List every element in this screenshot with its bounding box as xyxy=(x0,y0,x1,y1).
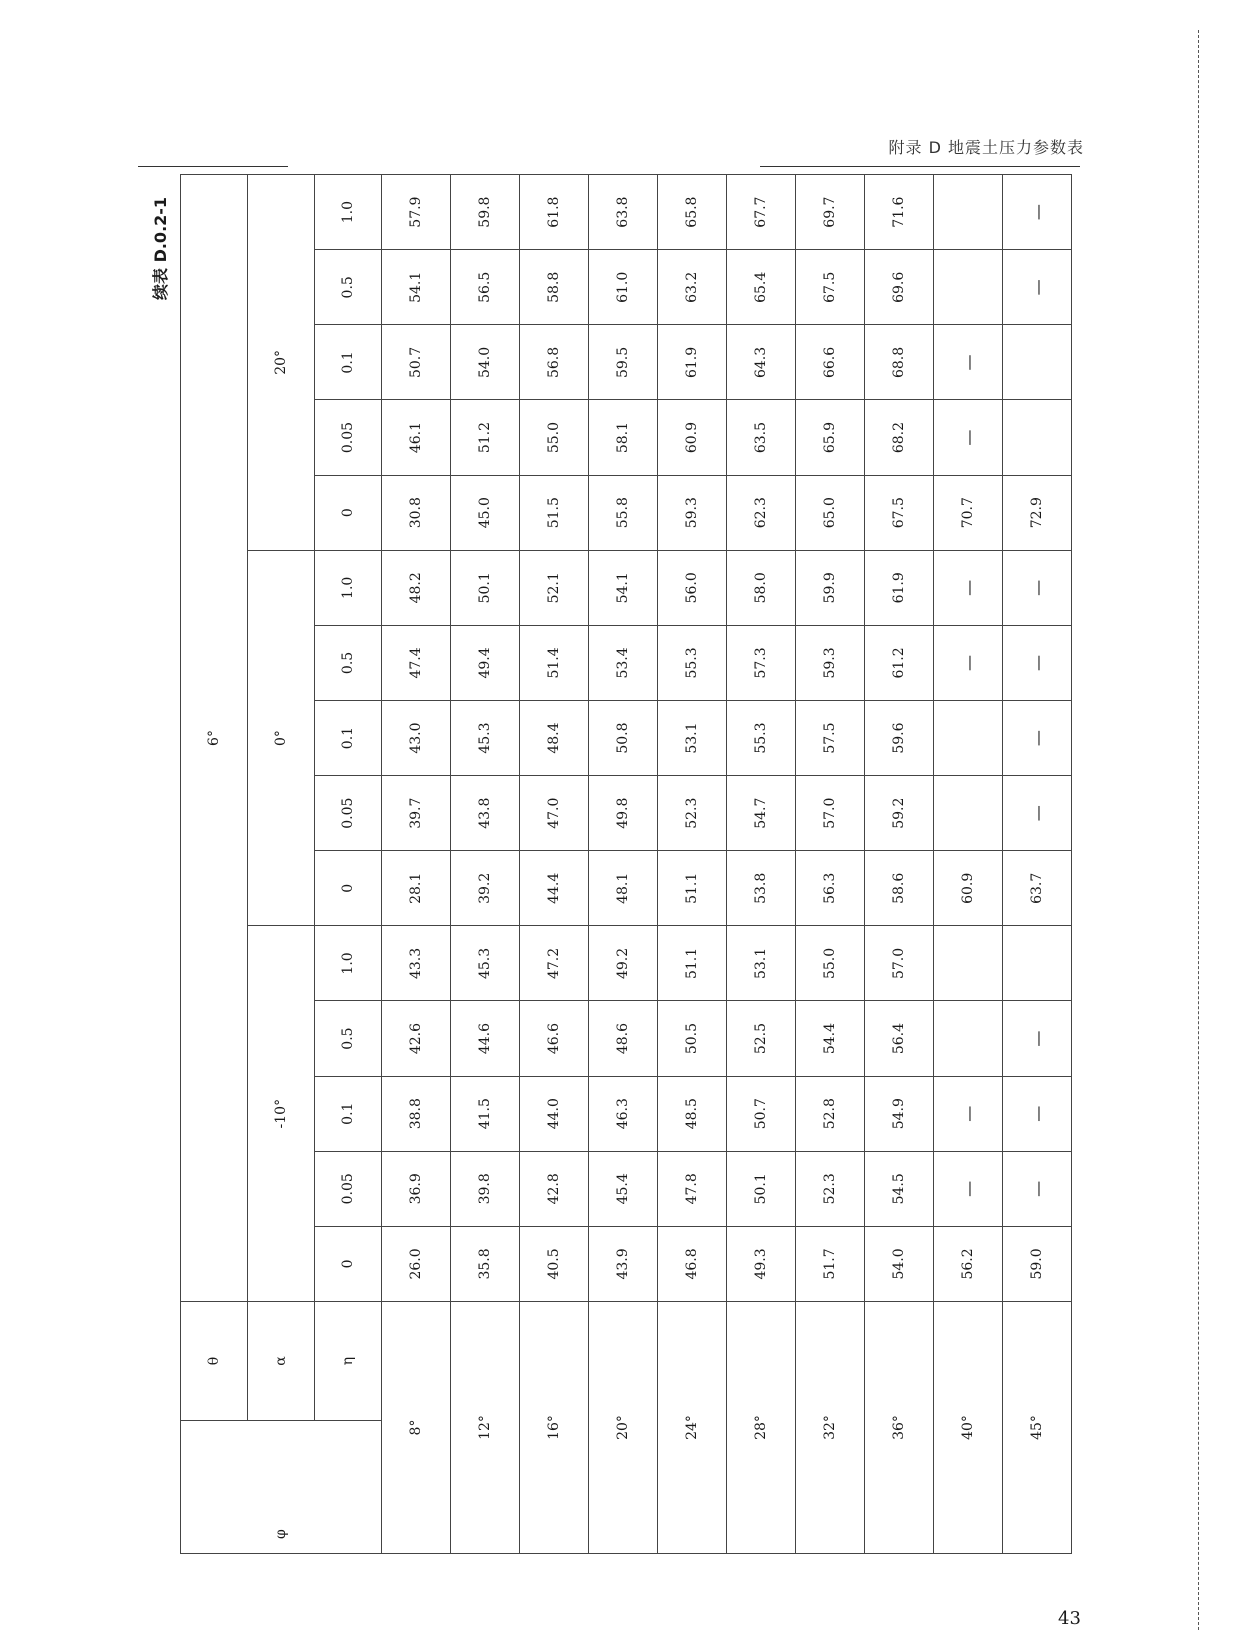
value-cell: 60.9 xyxy=(658,400,727,475)
value-cell: — xyxy=(1003,1076,1072,1151)
value-cell: 50.1 xyxy=(727,1151,796,1226)
value-cell: 55.8 xyxy=(589,475,658,550)
value-cell: 64.3 xyxy=(727,325,796,400)
value-cell: 49.2 xyxy=(589,926,658,1001)
eta-header-cell: 0.05 xyxy=(315,776,382,851)
value-cell: 59.9 xyxy=(796,550,865,625)
value-cell: 59.3 xyxy=(796,625,865,700)
value-cell: 69.6 xyxy=(865,250,934,325)
value-cell: 59.6 xyxy=(865,701,934,776)
value-cell: 53.4 xyxy=(589,625,658,700)
value-cell: 51.1 xyxy=(658,851,727,926)
value-cell: 50.8 xyxy=(589,701,658,776)
value-cell: 63.2 xyxy=(658,250,727,325)
top-rule-left xyxy=(138,166,288,167)
value-cell: 51.5 xyxy=(520,475,589,550)
value-cell: 63.8 xyxy=(589,175,658,250)
value-cell: 45.0 xyxy=(451,475,520,550)
value-cell: 45.3 xyxy=(451,701,520,776)
value-cell: 49.8 xyxy=(589,776,658,851)
value-cell: 55.0 xyxy=(520,400,589,475)
phi-cell: 24° xyxy=(658,1302,727,1554)
value-cell: 38.8 xyxy=(382,1076,451,1151)
value-cell: 56.0 xyxy=(658,550,727,625)
value-cell: 55.0 xyxy=(796,926,865,1001)
value-cell: 57.0 xyxy=(796,776,865,851)
value-cell: 47.4 xyxy=(382,625,451,700)
value-cell: 67.5 xyxy=(796,250,865,325)
value-cell: 57.5 xyxy=(796,701,865,776)
value-cell: 54.7 xyxy=(727,776,796,851)
value-cell: 39.7 xyxy=(382,776,451,851)
value-cell: 52.5 xyxy=(727,1001,796,1076)
value-cell: 54.1 xyxy=(589,550,658,625)
eta-header-cell: 0.1 xyxy=(315,1076,382,1151)
value-cell: 56.5 xyxy=(451,250,520,325)
value-cell: 39.8 xyxy=(451,1151,520,1226)
page-number: 43 xyxy=(1058,1608,1081,1629)
value-cell: — xyxy=(934,400,1003,475)
value-cell: 67.7 xyxy=(727,175,796,250)
value-cell: — xyxy=(934,1076,1003,1151)
value-cell: — xyxy=(1003,1001,1072,1076)
value-cell: 54.0 xyxy=(865,1226,934,1301)
value-cell: 60.9 xyxy=(934,851,1003,926)
theta-label: θ xyxy=(181,1302,248,1421)
value-cell: 59.0 xyxy=(1003,1226,1072,1301)
value-cell: 43.9 xyxy=(589,1226,658,1301)
table-row xyxy=(865,175,934,1554)
value-cell: 51.1 xyxy=(658,926,727,1001)
value-cell: 30.8 xyxy=(382,475,451,550)
value-cell: 54.1 xyxy=(382,250,451,325)
value-cell: — xyxy=(1003,250,1072,325)
value-cell: 56.4 xyxy=(865,1001,934,1076)
alpha-group-3: 20° xyxy=(248,175,315,551)
value-cell: 40.5 xyxy=(520,1226,589,1301)
value-cell: 61.9 xyxy=(658,325,727,400)
value-cell: 57.9 xyxy=(382,175,451,250)
value-cell: 58.6 xyxy=(865,851,934,926)
value-cell: 62.3 xyxy=(727,475,796,550)
value-cell: 72.9 xyxy=(1003,475,1072,550)
value-cell: — xyxy=(934,1151,1003,1226)
value-cell: 50.5 xyxy=(658,1001,727,1076)
table-row xyxy=(520,175,589,1554)
value-cell: 28.1 xyxy=(382,851,451,926)
value-cell: 53.1 xyxy=(727,926,796,1001)
value-cell: 55.3 xyxy=(727,701,796,776)
value-cell: 46.1 xyxy=(382,400,451,475)
value-cell: 59.5 xyxy=(589,325,658,400)
value-cell: — xyxy=(934,325,1003,400)
eta-header-cell: 0.5 xyxy=(315,1001,382,1076)
value-cell: 54.9 xyxy=(865,1076,934,1151)
value-cell: 48.5 xyxy=(658,1076,727,1151)
value-cell: — xyxy=(1003,175,1072,250)
value-cell: 49.4 xyxy=(451,625,520,700)
theta-value: 6° xyxy=(181,175,248,1302)
eta-header-cell: 0.5 xyxy=(315,625,382,700)
value-cell: 54.4 xyxy=(796,1001,865,1076)
value-cell xyxy=(1003,400,1072,475)
phi-cell: 28° xyxy=(727,1302,796,1554)
value-cell: 61.0 xyxy=(589,250,658,325)
phi-cell: 32° xyxy=(796,1302,865,1554)
top-rule-right xyxy=(760,166,1080,167)
table-row xyxy=(934,175,1003,1554)
value-cell: 70.7 xyxy=(934,475,1003,550)
value-cell: 49.3 xyxy=(727,1226,796,1301)
value-cell: — xyxy=(1003,550,1072,625)
value-cell: 50.7 xyxy=(382,325,451,400)
value-cell: 61.8 xyxy=(520,175,589,250)
value-cell: 58.0 xyxy=(727,550,796,625)
value-cell: 67.5 xyxy=(865,475,934,550)
value-cell: — xyxy=(1003,1151,1072,1226)
eta-header-cell: 0.5 xyxy=(315,250,382,325)
value-cell xyxy=(934,926,1003,1001)
eta-header-cell: 1.0 xyxy=(315,926,382,1001)
value-cell: — xyxy=(1003,625,1072,700)
table-row xyxy=(658,175,727,1554)
value-cell: 54.0 xyxy=(451,325,520,400)
value-cell: 53.8 xyxy=(727,851,796,926)
value-cell: 46.6 xyxy=(520,1001,589,1076)
value-cell: 63.7 xyxy=(1003,851,1072,926)
table-row xyxy=(727,175,796,1554)
value-cell: 46.3 xyxy=(589,1076,658,1151)
value-cell: 59.2 xyxy=(865,776,934,851)
value-cell: 43.8 xyxy=(451,776,520,851)
table-caption: 续表 D.0.2-1 xyxy=(151,196,170,300)
value-cell: 51.4 xyxy=(520,625,589,700)
value-cell: — xyxy=(934,550,1003,625)
value-cell: 65.0 xyxy=(796,475,865,550)
value-cell: 45.3 xyxy=(451,926,520,1001)
value-cell: 57.3 xyxy=(727,625,796,700)
eta-label: η xyxy=(315,1302,382,1421)
value-cell: 55.3 xyxy=(658,625,727,700)
value-cell: 51.7 xyxy=(796,1226,865,1301)
value-cell: 47.8 xyxy=(658,1151,727,1226)
value-cell: 44.4 xyxy=(520,851,589,926)
value-cell: 47.2 xyxy=(520,926,589,1001)
value-cell: 71.6 xyxy=(865,175,934,250)
value-cell: 53.1 xyxy=(658,701,727,776)
table-row xyxy=(589,175,658,1554)
eta-header-cell: 1.0 xyxy=(315,550,382,625)
eta-header-cell: 0.05 xyxy=(315,400,382,475)
value-cell: — xyxy=(934,625,1003,700)
value-cell: 42.6 xyxy=(382,1001,451,1076)
alpha-group-1: -10° xyxy=(248,926,315,1302)
value-cell: — xyxy=(1003,701,1072,776)
eta-header-cell: 1.0 xyxy=(315,175,382,250)
phi-cell: 45° xyxy=(1003,1302,1072,1554)
alpha-group-2: 0° xyxy=(248,550,315,926)
value-cell: 68.2 xyxy=(865,400,934,475)
value-cell: 48.4 xyxy=(520,701,589,776)
rotated-table-container xyxy=(180,174,1064,1554)
alpha-label: α xyxy=(248,1302,315,1421)
value-cell: 56.3 xyxy=(796,851,865,926)
value-cell: 50.7 xyxy=(727,1076,796,1151)
value-cell: 43.0 xyxy=(382,701,451,776)
value-cell: 46.8 xyxy=(658,1226,727,1301)
value-cell: 65.9 xyxy=(796,400,865,475)
value-cell: 48.6 xyxy=(589,1001,658,1076)
value-cell: 47.0 xyxy=(520,776,589,851)
right-margin-rule xyxy=(1198,30,1199,1630)
value-cell: 56.8 xyxy=(520,325,589,400)
eta-header-cell: 0.05 xyxy=(315,1151,382,1226)
value-cell: 52.1 xyxy=(520,550,589,625)
running-header: 附录 D 地震土压力参数表 xyxy=(888,138,1084,157)
value-cell: 45.4 xyxy=(589,1151,658,1226)
phi-cell: 40° xyxy=(934,1302,1003,1554)
value-cell: 48.1 xyxy=(589,851,658,926)
eta-header-cell: 0 xyxy=(315,475,382,550)
phi-cell: 36° xyxy=(865,1302,934,1554)
value-cell: 63.5 xyxy=(727,400,796,475)
value-cell: 51.2 xyxy=(451,400,520,475)
value-cell xyxy=(934,1001,1003,1076)
value-cell: 61.9 xyxy=(865,550,934,625)
value-cell xyxy=(1003,926,1072,1001)
value-cell xyxy=(934,701,1003,776)
value-cell: 26.0 xyxy=(382,1226,451,1301)
value-cell: 36.9 xyxy=(382,1151,451,1226)
value-cell: 61.2 xyxy=(865,625,934,700)
value-cell: 65.8 xyxy=(658,175,727,250)
value-cell: 69.7 xyxy=(796,175,865,250)
eta-header-cell: 0.1 xyxy=(315,701,382,776)
value-cell: — xyxy=(1003,776,1072,851)
value-cell: 59.8 xyxy=(451,175,520,250)
value-cell: 52.3 xyxy=(796,1151,865,1226)
value-cell: 52.3 xyxy=(658,776,727,851)
value-cell xyxy=(934,175,1003,250)
phi-cell: 16° xyxy=(520,1302,589,1554)
phi-cell: 12° xyxy=(451,1302,520,1554)
value-cell xyxy=(934,776,1003,851)
value-cell: 44.6 xyxy=(451,1001,520,1076)
table-row xyxy=(382,175,451,1554)
value-cell: 48.2 xyxy=(382,550,451,625)
value-cell: 35.8 xyxy=(451,1226,520,1301)
eta-header-cell: 0 xyxy=(315,851,382,926)
value-cell: 56.2 xyxy=(934,1226,1003,1301)
phi-label: φ xyxy=(181,1421,382,1554)
value-cell: 43.3 xyxy=(382,926,451,1001)
value-cell: 57.0 xyxy=(865,926,934,1001)
phi-cell: 8° xyxy=(382,1302,451,1554)
value-cell: 59.3 xyxy=(658,475,727,550)
value-cell: 66.6 xyxy=(796,325,865,400)
table-row xyxy=(1003,175,1072,1554)
value-cell: 58.1 xyxy=(589,400,658,475)
eta-header-cell: 0.1 xyxy=(315,325,382,400)
value-cell: 42.8 xyxy=(520,1151,589,1226)
eta-header-cell: 0 xyxy=(315,1226,382,1301)
value-cell: 39.2 xyxy=(451,851,520,926)
earth-pressure-parameter-table xyxy=(180,174,1072,1554)
value-cell xyxy=(934,250,1003,325)
value-cell: 52.8 xyxy=(796,1076,865,1151)
value-cell: 50.1 xyxy=(451,550,520,625)
value-cell: 54.5 xyxy=(865,1151,934,1226)
phi-cell: 20° xyxy=(589,1302,658,1554)
value-cell: 65.4 xyxy=(727,250,796,325)
value-cell: 44.0 xyxy=(520,1076,589,1151)
value-cell: 68.8 xyxy=(865,325,934,400)
value-cell xyxy=(1003,325,1072,400)
table-row xyxy=(451,175,520,1554)
table-row xyxy=(796,175,865,1554)
value-cell: 58.8 xyxy=(520,250,589,325)
value-cell: 41.5 xyxy=(451,1076,520,1151)
